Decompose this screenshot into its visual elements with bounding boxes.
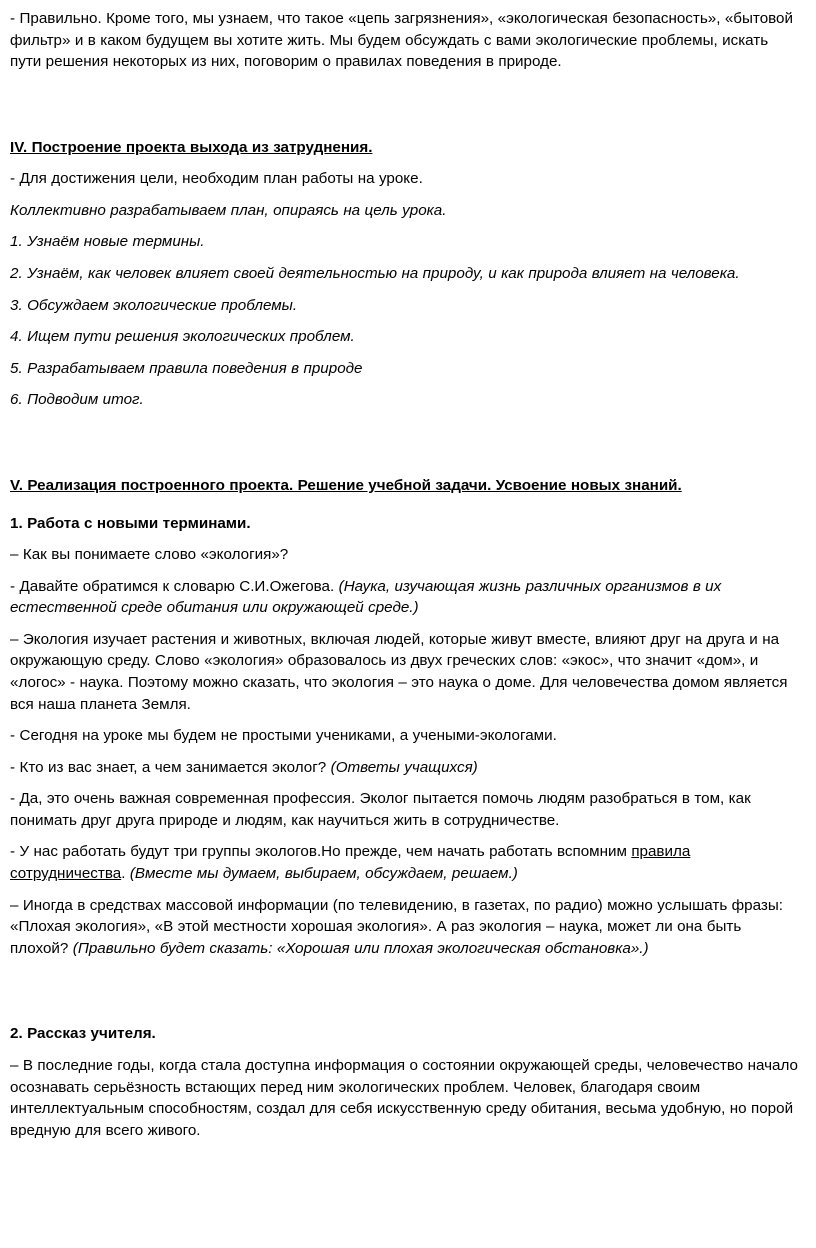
spacer	[10, 381, 802, 389]
spacer	[10, 536, 802, 544]
story-paragraph: – В последние годы, когда стала доступна информация о состоянии окружающей среды, человечество начало осознавать серьёзность встающих перед ним экологических проблем. Человек, благодаря своим интеллектуальным способностям, создал для себя искусственную среду обитания, весьма удобную, но порой вредную для всего живого.	[10, 1056, 798, 1139]
groups-text-part1: - У нас работать будут три группы экологов.Но прежде, чем начать работать вспомним	[10, 843, 632, 861]
spacer	[10, 717, 802, 725]
intro-paragraph: - Правильно. Кроме того, мы узнаем, что такое «цепь загрязнения», «экологическая безопасность», «бытовой фильтр» и в каком будущем вы хотите жить. Мы будем обсуждать с вами экологические проблемы, искать пути решения некоторых из них, поговорим о правилах поведения в природе.	[10, 10, 793, 71]
plan-item-2: 2. Узнаём, как человек влияет своей деятельностью на природу, и как природа влияет на человека.	[10, 265, 740, 283]
spacer	[10, 887, 802, 895]
spacer	[10, 961, 802, 1023]
spacer	[10, 287, 802, 295]
dictionary-definition: (Наука, изучающая жизнь различных организмов в их естественной среде обитания или окружающей среде.)	[10, 577, 722, 617]
spacer	[10, 350, 802, 358]
dictionary-lead: - Давайте обратимся к словарю С.И.Ожегова.	[10, 577, 339, 595]
section-v-subheading-1: 1. Работа с новыми терминами.	[10, 514, 251, 532]
section-iv-goal-line: - Для достижения цели, необходим план работы на уроке.	[10, 170, 423, 188]
groups-text-part2: .	[121, 865, 130, 883]
spacer	[10, 568, 802, 576]
ecology-definition-paragraph: – Экология изучает растения и животных, включая людей, которые живут вместе, влияют друг на друга и на окружающую среду. Слово «экология» образовалось из двух греческих слов: «экос», что значит «дом», и «логос» - наука. Поэтому можно сказать, что экология – это наука о доме. Для человечества домом является вся наша планета Земля.	[10, 630, 788, 713]
spacer	[10, 833, 802, 841]
media-note-italic: (Правильно будет сказать: «Хорошая или плохая экологическая обстановка».)	[72, 939, 649, 957]
spacer	[10, 75, 802, 137]
groups-note-italic: (Вместе мы думаем, выбираем, обсуждаем, решаем.)	[129, 865, 518, 883]
plan-item-1: 1. Узнаём новые термины.	[10, 233, 205, 251]
dictionary-paragraph	[10, 576, 802, 619]
section-iv-heading: IV. Построение проекта выхода из затруднения.	[10, 138, 373, 156]
ecolog-question-lead: - Кто из вас знает, а чем занимается эколог?	[10, 758, 331, 776]
spacer	[10, 780, 802, 788]
media-text-lead: – Иногда в средствах массовой информации (по телевидению, в газетах, по радио) можно услышать фразы: «Плохая экология», «В этой местности хорошая экология». А раз экология – наука, может ли она быть плохой?	[10, 896, 783, 957]
plan-item-6: 6. Подводим итог.	[10, 391, 144, 409]
spacer	[10, 160, 802, 168]
profession-paragraph: - Да, это очень важная современная профессия. Эколог пытается помочь людям разобраться в том, как понимать друг друга природе и людям, как научиться жить в сотрудничестве.	[10, 790, 751, 829]
spacer	[10, 192, 802, 200]
spacer	[10, 749, 802, 757]
spacer	[10, 318, 802, 326]
spacer	[10, 413, 802, 475]
media-paragraph	[10, 895, 802, 960]
ecolog-question-paragraph	[10, 757, 802, 779]
section-v-heading: V. Реализация построенного проекта. Решение учебной задачи. Усвоение новых знаний.	[10, 476, 682, 494]
plan-item-4: 4. Ищем пути решения экологических проблем.	[10, 328, 355, 346]
scientists-paragraph: - Сегодня на уроке мы будем не простыми учениками, а учеными-экологами.	[10, 727, 557, 745]
spacer	[10, 223, 802, 231]
section-iv-collective-line: Коллективно разрабатываем план, опираясь на цель урока.	[10, 201, 447, 219]
section-story-subheading-2: 2. Рассказ учителя.	[10, 1025, 156, 1043]
plan-item-5: 5. Разрабатываем правила поведения в природе	[10, 359, 363, 377]
spacer	[10, 621, 802, 629]
cooperation-rules-underlined: правила сотрудничества	[10, 843, 691, 883]
groups-paragraph	[10, 841, 802, 884]
spacer	[10, 1047, 802, 1055]
question-ecology: – Как вы понимаете слово «экология»?	[10, 546, 289, 564]
ecolog-question-answer-note: (Ответы учащихся)	[330, 758, 478, 776]
spacer	[10, 499, 802, 513]
spacer	[10, 255, 802, 263]
plan-item-3: 3. Обсуждаем экологические проблемы.	[10, 296, 298, 314]
